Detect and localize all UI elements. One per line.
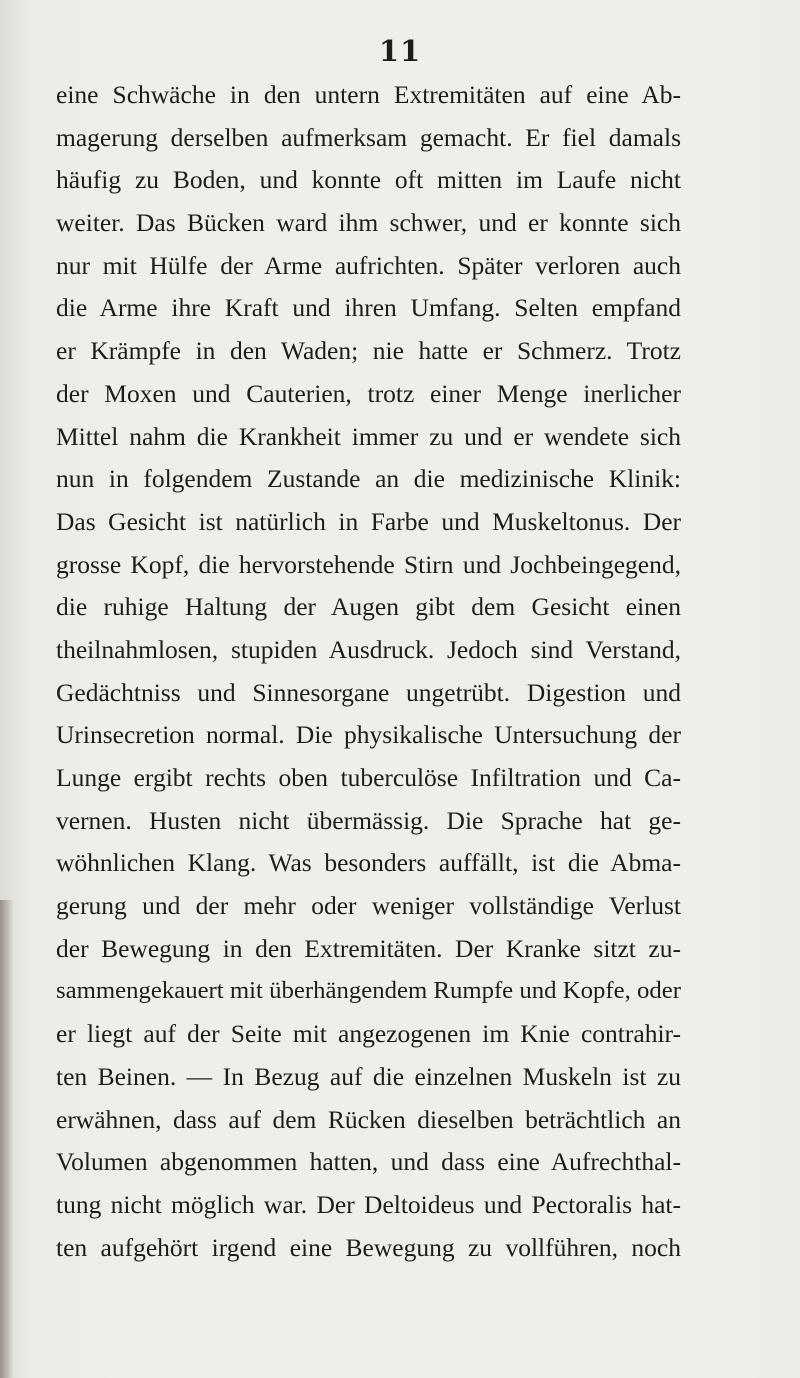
text-line: erwähnen, dass auf dem Rücken dieselben beträchtlich an: [56, 1104, 681, 1134]
text-line: Mittel nahm die Krankheit immer zu und er wendete sich: [56, 421, 681, 451]
text-line: grosse Kopf, die hervorstehende Stirn und Jochbeingegend,: [56, 549, 681, 579]
text-line: weiter. Das Bücken ward ihm schwer, und er konnte sich: [56, 208, 681, 238]
text-line: ten Beinen. — In Bezug auf die einzelnen Muskeln ist zu: [56, 1061, 681, 1091]
text-line: er liegt auf der Seite mit angezogenen im Knie contrahir-: [56, 1019, 681, 1049]
text-line: der Bewegung in den Extremitäten. Der Kranke sitzt zu-: [56, 933, 681, 963]
text-line: Gedächtniss und Sinnesorgane ungetrübt. Digestion und: [56, 677, 681, 707]
text-line: nun in folgendem Zustande an die medizinische Klinik:: [56, 464, 681, 494]
text-line: ten aufgehört irgend eine Bewegung zu vollführen, noch: [56, 1232, 681, 1262]
text-line: vernen. Husten nicht übermässig. Die Sprache hat ge-: [56, 805, 681, 835]
text-line: er Krämpfe in den Waden; nie hatte er Schmerz. Trotz: [56, 336, 681, 366]
text-line: sammengekauert mit überhängendem Rumpfe und Kopfe, oder: [56, 977, 681, 1005]
text-line: Lunge ergibt rechts oben tuberculöse Infiltration und Ca-: [56, 763, 681, 792]
text-line: Volumen abgenommen hatten, und dass eine Aufrechthal-: [56, 1147, 681, 1177]
text-line: eine Schwäche in den untern Extremitäten auf eine Ab-: [56, 80, 681, 109]
text-line: magerung derselben aufmerksam gemacht. Er fiel damals: [56, 122, 681, 152]
text-line: Das Gesicht ist natürlich in Farbe und Muskeltonus. Der: [56, 506, 681, 536]
text-line: die ruhige Haltung der Augen gibt dem Gesicht einen: [56, 592, 681, 622]
text-line: die Arme ihre Kraft und ihren Umfang. Selten empfand: [56, 293, 681, 323]
page-number: 11: [378, 34, 422, 68]
text-line: nur mit Hülfe der Arme aufrichten. Später verloren auch: [56, 250, 681, 280]
body-text: [56, 74, 681, 1269]
text-line: tung nicht möglich war. Der Deltoideus und Pectoralis hat-: [56, 1189, 681, 1219]
text-line: wöhnlichen Klang. Was besonders auffällt, ist die Abma-: [56, 848, 681, 878]
text-line: Urinsecretion normal. Die physikalische Untersuchung der: [56, 720, 681, 750]
gutter-shadow: [0, 900, 14, 1378]
text-line: theilnahmlosen, stupiden Ausdruck. Jedoch sind Verstand,: [56, 634, 681, 664]
text-line: der Moxen und Cauterien, trotz einer Menge inerlicher: [56, 378, 681, 408]
text-line: häufig zu Boden, und konnte oft mitten im Laufe nicht: [56, 165, 681, 195]
text-line: gerung und der mehr oder weniger vollständige Verlust: [56, 891, 681, 921]
